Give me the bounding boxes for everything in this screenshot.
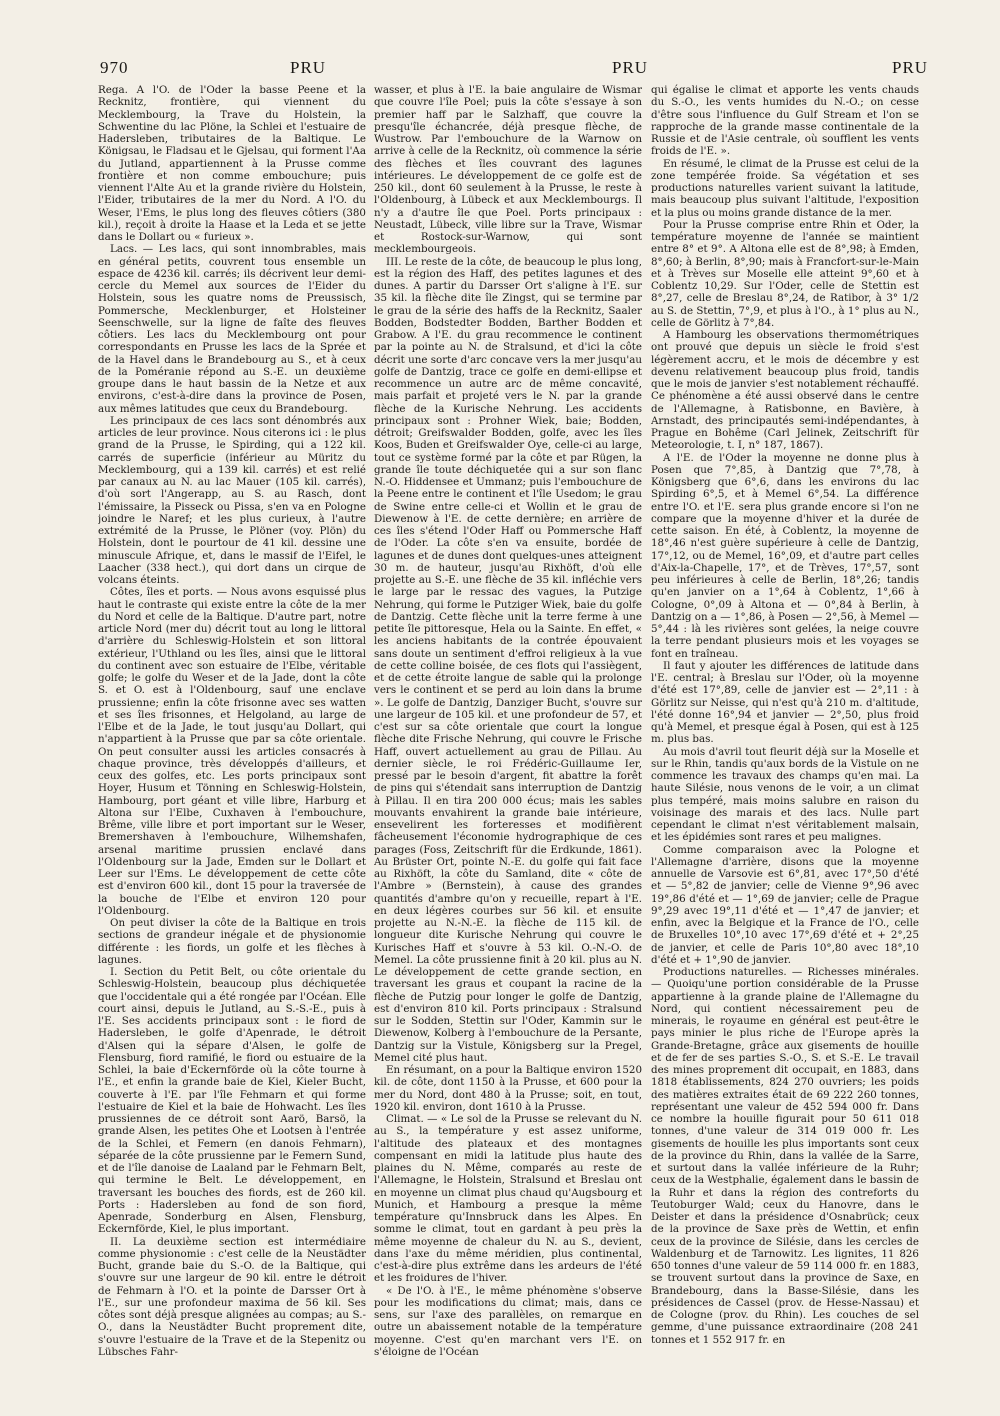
running-head-left: PRU (290, 58, 327, 77)
paragraph: En résumant, on a pour la Baltique environ 1520 kil. de côte, dont 1150 à la Prusse, et 600 pour la mer du Nord, dont 480 à la Prusse; soit, en tout, 1920 kil. environ, dont 1610 à la Prusse. (374, 1064, 642, 1113)
text-column-3 (651, 84, 919, 1364)
page-number: 970 (100, 58, 129, 77)
paragraph: « De l'O. à l'E., le même phénomène s'observe pour les modifications du climat; mais, dans ce sens, sur l'axe des parallèles, on remarque en outre un abaissement notable de la température moyenne. C'est qu'en marchant vers l'E. on s'éloigne de l'Océan (374, 1284, 642, 1358)
paragraph: En résumé, le climat de la Prusse est celui de la zone tempérée froide. Sa végétation et ses productions naturelles varient suivant la latitude, mais beaucoup plus suivant l'altitude, l'exposition et la plus ou moins grande distance de la mer. (651, 157, 919, 219)
text-column-2 (374, 84, 642, 1364)
page-header (100, 58, 929, 86)
paragraph: I. Section du Petit Belt, ou côte orientale du Schleswig-Holstein, beaucoup plus déchiquetée que l'occidentale qui a été rongée par l'Océan. Elle court ainsi, depuis le Jutland, au S.-S.-E., puis à l'E. Ses accidents principaux sont : le fiord de Hadersleben, le golfe d'Apenrade, le détroit d'Alsen qui la sépare d'Alsen, le golfe de Flensburg, fiord ramifié, le fiord ou estuaire de la Schlei, la baie d'Eckernförde où la côte tourne à l'E., et enfin la grande baie de Kiel, Kieler Bucht, couverte à l'E. par l'île Fehmarn et qui forme l'estuaire de Kiel et la baie de Hohwacht. Les îles prussiennes de ce détroit sont Aarö, Barsö, la grande Alsen, les petites Ohe et Lootsen à l'entrée de la Schlei, et Femern (en danois Fehmarn), séparée de la côte prussienne par le Femern Sund, et de l'île danoise de Laaland par le Fehmarn Belt, qui termine le Belt. Le développement, en traversant les bouches des fiords, est de 260 kil. Ports : Hadersleben au fond de son fiord, Apenrade, Sonderburg en Alsen, Flensburg, Eckernförde, Kiel, le plus important. (98, 966, 366, 1236)
paragraph: qui égalise le climat et apporte les vents chauds du S.-O., les vents humides du N.-O.; on cesse d'être sous l'influence du Gulf Stream et l'on se rapproche de la grande masse continentale de la Russie et de l'Asie centrale, où soufflent les vents froids de l'E. ». (651, 84, 919, 158)
paragraph: Productions naturelles. — Richesses minérales. — Quoiqu'une portion considérable de la Prusse appartienne à la grande plaine de l'Allemagne du Nord, qui contient nécessairement peu de minerais, le royaume en général est peut-être le pays minier le plus riche de l'Europe après la Grande-Bretagne, grâce aux gisements de houille et de fer de ses parties S.-O., S. et S.-E. Le travail des mines proprement dit occupait, en 1883, dans 1818 établissements, 824 270 ouvriers; les poids des matières extraites était de 69 222 260 tonnes, représentant une valeur de 452 594 000 fr. Dans ce nombre la houille figurait pour 50 611 018 tonnes, d'une valeur de 314 019 000 fr. Les gisements de houille les plus importants sont ceux de la province du Rhin, dans la vallée de la Sarre, et surtout dans la vallée inférieure de la Ruhr; ceux de la Westphalie, également dans le bassin de la Ruhr et dans la région des contreforts du Teutoburger Wald; ceux du Hanovre, dans le Deister et dans la présidence d'Osnabrück; ceux de la province de Saxe près de Wettin, et enfin ceux de la province de Silésie, dans les cercles de Waldenburg et de Tarnowitz. Les lignites, 11 826 650 tonnes d'une valeur de 59 114 000 fr. en 1883, se trouvent surtout dans la province de Saxe, en Brandebourg, dans la Basse-Silésie, dans les présidences de Cassel (prov. de Hesse-Nassau) et de Cologne (prov. du Rhin). Les couches de sel gemme, d'une puissance extraordinaire (208 241 tonnes et 1 552 917 fr. en (651, 966, 919, 1346)
running-head-right: PRU (892, 58, 929, 77)
paragraph: Au mois d'avril tout fleurit déjà sur la Moselle et sur le Rhin, tandis qu'aux bords de la Vistule on ne commence les travaux des champs qu'en mai. La haute Silésie, nous venons de le voir, a un climat plus tempéré, mais moins salubre en raison du voisinage des marais et des lacs. Nulle part cependant le climat n'est véritablement malsain, et les épidémies sont rares et peu malignes. (651, 745, 919, 844)
paragraph: III. Le reste de la côte, de beaucoup le plus long, est la région des Haff, des petites lagunes et des dunes. A partir du Darsser Ort s'aligne à l'E. sur 35 kil. la flèche dite île Zingst, qui se termine par le grau de la série des haffs de la Recknitz, Saaler Bodden, Bodstedter Bodden, Barther Bodden et Grabow. A l'E. du grau recommence le continent par la pointe au N. de Stralsund, et d'ici la côte décrit une sorte d'arc concave vers la mer jusqu'au golfe de Dantzig, trace ce golfe en demi-ellipse et recommence un autre arc de même concavité, mais parfait et projeté vers le N. par la grande flèche de la Kurische Nehrung. Les accidents principaux sont : Prohner Wiek, baie; Bodden, détroit; Greifswalder Bodden, golfe, avec les îles Koos, Buden et Greifswalder Oye, celle-ci au large, tout ce système formé par la côte et par Rügen, la grande île toute déchiquetée qui a sur son flanc N.-O. Hiddensee et Ummanz; puis l'embouchure de la Peene entre le continent et l'île Usedom; le grau de Swine entre celle-ci et Wollin et le grau de Diewenow à l'E. de cette dernière; en arrière de ces îles s'étend l'Oder Haff ou Pommersche Haff de l'Oder. La côte s'en va ensuite, bordée de lagunes et de dunes dont quelques-unes atteignent 30 m. de hauteur, jusqu'au Rixhöft, d'où elle projette au S.-E. une flèche de 35 kil. infléchie vers le large par le ressac des vagues, la Putzige Nehrung, qui forme le Putziger Wiek, baie du golfe de Dantzig. Cette flèche unit la terre ferme à une petite île pittoresque, Hela ou la Sainte. En effet, « les anciens habitants de la contrée épouvaient sans doute un sentiment d'effroi religieux à la vue de cette colline boisée, de ces flots qui l'assiègent, et de cette étroite langue de sable qui la prolonge vers le continent et se perd au loin dans la brume ». Le golfe de Dantzig, Danziger Bucht, s'ouvre sur une largeur de 105 kil. et une profondeur de 57, et c'est sur sa côte orientale que court la longue flèche dite Frische Nehrung, qui couvre le Frische Haff, ouvert actuellement au grau de Pillau. Au dernier siècle, le roi Frédéric-Guillaume Ier, pressé par le besoin d'argent, fit abattre la forêt de pins qui s'étendait sans interruption de Dantzig à Pillau. Il en tira 200 000 écus; mais les sables mouvants envahirent la grande baie intérieure, ensevelirent les forteresses et modifièrent fâcheusement l'économie hydrographique de ces parages (Foss, Zeitschrift für die Erdkunde, 1861). Au Brüster Ort, pointe N.-E. du golfe qui fait face au Rixhöft, la côte du Samland, dite « côte de l'Ambre » (Bernstein), à cause des grandes quantités d'ambre qu'on y recueille, repart à l'E. en deux légères courbes sur 56 kil. et ensuite projette au N.-N.-E. la flèche de 115 kil. de longueur dite Kurische Nehrung qui couvre le Kurisches Haff et s'ouvre à 53 kil. O.-N.-O. de Memel. La côte prussienne finit à 20 kil. plus au N. Le développement de cette grande section, en traversant les graus et coupant la racine de la flèche de Putzig pour longer le golfe de Dantzig, est d'environ 810 kil. Ports principaux : Stralsund sur le Sodden, Stettin sur l'Oder, Kammin sur le Diewenow, Kolberg à l'embouchure de la Persante, Dantzig sur la Vistule, Königsberg sur la Pregel, Memel cité plus haut. (374, 255, 642, 1064)
paragraph: II. La deuxième section est intermédiaire comme physionomie : c'est celle de la Neustädter Bucht, grande baie du S.-O. de la Baltique, qui s'ouvre sur une largeur de 90 kil. entre le détroit de Fehmarn à l'O. et la pointe de Darsser Ort à l'E., sur une profondeur maxima de 56 kil. Ses côtes sont déjà presque alignées au compas; au S.-O., dans la Neustädter Bucht proprement dite, s'ouvre l'estuaire de la Trave et de la Stepenitz ou Lübsches Fahr- (98, 1235, 366, 1358)
paragraph: Lacs. — Les lacs, qui sont innombrables, mais en général petits, couvrent tous ensemble un espace de 4236 kil. carrés; ils décrivent leur demi-cercle du Memel aux sources de l'Eider du Holstein, sous les quatre noms de Preussisch, Pommersche, Mecklenburger, et Holsteiner Seenschwelle, sur la ligne de faîte des fleuves côtiers. Les lacs du Mecklembourg ont pour correspondants en Prusse les lacs de la Sprée et de la Havel dans le Brandebourg au S., et à ceux de la Poméranie répond au S.-E. un deuxième groupe dans le haut bassin de la Netze et aux environs, c'est-à-dire dans la province de Posen, aux mêmes latitudes que ceux du Brandebourg. (98, 243, 366, 415)
paragraph: Les principaux de ces lacs sont dénombrés aux articles de leur province. Nous citerons ici : le plus grand de la Prusse, le Spirding, qui a 122 kil. carrés de superficie (inférieur au Müritz du Mecklembourg, qui a 139 kil. carrés) et est relié par canaux au N. au lac Mauer (105 kil. carrés), d'où sort l'Angerapp, au S. au Rasch, dont l'émissaire, la Pisseck ou Pissa, s'en va en Pologne joindre le Naref; et les plus curieux, à l'autre extrémité de la Prusse, le Plöner (voy. Plön) du Holstein, dont le pourtour de 41 kil. dessine une minuscule Afrique, et, dans le massif de l'Eifel, le Laacher (338 hect.), qui dort dans un cirque de volcans éteints. (98, 414, 366, 586)
paragraph: On peut diviser la côte de la Baltique en trois sections de grandeur inégale et de physionomie différente : les fiords, un golfe et les flèches à lagunes. (98, 917, 366, 966)
paragraph: A Hambourg les observations thermométriques ont prouvé que depuis un siècle le froid s'est légèrement accru, et le mois de décembre y est devenu relativement beaucoup plus froid, tandis que le mois de janvier s'est notablement réchauffé. Ce phénomène a été aussi observé dans le centre de l'Allemagne, à Ratisbonne, en Bavière, à Arnstadt, des principautés semi-indépendantes, à Prague en Bohême (Carl Jelinek, Zeitschrift für Meteorologie, t. I, n° 187, 1867). (651, 329, 919, 452)
paragraph: Il faut y ajouter les différences de latitude dans l'E. central; à Breslau sur l'Oder, où la moyenne d'été est 17°,89, celle de janvier est — 2°,11 : à Görlitz sur Neisse, qui n'est qu'à 210 m. d'altitude, l'été donne 16°,94 et janvier — 2°,50, plus froid qu'à Memel, et presque égal à Posen, qui est à 125 m. plus bas. (651, 659, 919, 746)
paragraph: Comme comparaison avec la Pologne et l'Allemagne d'arrière, disons que la moyenne annuelle de Varsovie est 6°,81, avec 17°,50 d'été et — 5°,82 de janvier; celle de Vienne 9°,96 avec 19°,86 d'été et — 1°,69 de janvier; celle de Prague 9°,29 avec 19°,11 d'été et — 1°,47 de janvier; et enfin, avec la Belgique et la France de l'O., celle de Bruxelles 10°,10 avec 17°,69 d'été et + 2°,25 de janvier, et celle de Paris 10°,80 avec 18°,10 d'été et + 1°,90 de janvier. (651, 843, 919, 966)
paragraph: wasser, et plus à l'E. la baie angulaire de Wismar que couvre l'île Poel; puis la côte s'essaye à son premier haff par le Salzhaff, que couvre la presqu'île échancrée, déjà presque flèche, de Wustrow. Par l'embouchure de la Warnow on arrive à celle de la Recknitz, où commence la série des flèches et îles couvrant des lagunes intérieures. Le développement de ce golfe est de 250 kil., dont 60 seulement à la Prusse, le reste à l'Oldenbourg, à Lübeck et aux Mecklembourgs. Il n'y a d'autre île que Poel. Ports principaux : Neustadt, Lübeck, ville libre sur la Trave, Wismar et Rostock-sur-Warnow, qui sont mecklembourgeois. (374, 84, 642, 256)
paragraph: Climat. — « Le sol de la Prusse se relevant du N. au S., la température y est assez uniforme, l'altitude des plateaux et des montagnes compensant en midi la latitude plus haute des plaines du N. Même, comparés au reste de l'Allemagne, le Holstein, Stralsund et Breslau ont en moyenne un climat plus chaud qu'Augsbourg et Munich, et Hambourg a presque la même température qu'Innsbruck dans les Alpes. En somme le climat, tout en gardant à peu près la même moyenne de chaleur du N. au S., devient, dans l'axe du même méridien, plus continental, c'est-à-dire plus extrême dans les ardeurs de l'été et les froidures de l'hiver. (374, 1113, 642, 1285)
paragraph: Pour la Prusse comprise entre Rhin et Oder, la température moyenne de l'année se maintient entre 8° et 9°. A Altona elle est de 8°,98; à Emden, 8°,60; à Berlin, 8°,90; mais à Francfort-sur-le-Main et à Trèves sur Moselle elle atteint 9°,60 et à Coblentz 10,29. Sur l'Oder, celle de Stettin est 8°,27, celle de Breslau 8°,24, de Ratibor, à 3° 1/2 au S. de Stettin, 7°,9, et plus à l'O., à 1° plus au N., celle de Görlitz à 7°,84. (651, 218, 919, 329)
running-head-center: PRU (612, 58, 649, 77)
paragraph: Rega. A l'O. de l'Oder la basse Peene et la Recknitz, frontière, qui viennent du Mecklembourg, la Trave du Holstein, la Schwentine du lac Plöne, la Schlei et l'estuaire de Hadersleben, tributaires de la Baltique. Le Königsau, le Fladsau et le Gjelsau, qui forment l'Aa du Jutland, appartiennent à la Prusse comme frontière et non comme embouchure; puis viennent l'Alte Au et la grande rivière du Holstein, l'Eider, tributaires de la mer du Nord. A l'O. du Weser, l'Ems, le plus long des fleuves côtiers (380 kil.), reçoit à droite la Haase et la Leda et se jette dans le Dollart ou « furieux ». (98, 84, 366, 243)
text-column-1 (98, 84, 366, 1364)
paragraph: Côtes, îles et ports. — Nous avons esquissé plus haut le contraste qui existe entre la côte de la mer du Nord et celle de la Baltique. D'autre part, notre article Nord (mer du) décrit tout au long le littoral d'arrière du Schleswig-Holstein et son littoral extérieur, l'Uthland ou les îles, ainsi que le littoral du continent avec son estuaire de l'Elbe, véritable golfe; le golfe du Weser et de la Jade, dont la côte S. et O. est à l'Oldenbourg, sauf une enclave prussienne; enfin la côte frisonne avec ses watten et ses îles frisonnes, et Helgoland, au large de l'Elbe et de la Jade, le tout jusqu'au Dollart, qui n'appartient à la Prusse que par sa côte orientale. On peut consulter aussi les articles consacrés à chaque province, très développés d'ailleurs, et ceux des golfes, etc. Les ports principaux sont Hoyer, Husum et Tönning en Schleswig-Holstein, Hambourg, port géant et ville libre, Harburg et Altona sur l'Elbe, Cuxhaven à l'embouchure, Brême, ville libre et port important sur le Weser, Bremershaven à l'embouchure, Wilhemshafen, arsenal maritime prussien enclavé dans l'Oldenbourg sur la Jade, Emden sur le Dollart et Leer sur l'Ems. Le développement de cette côte est d'environ 600 kil., dont 15 pour la traversée de la bouche de l'Elbe et environ 120 pour l'Oldenbourg. (98, 586, 366, 917)
paragraph: A l'E. de l'Oder la moyenne ne donne plus à Posen que 7°,85, à Dantzig que 7°,78, à Königsberg que 6°,6, dans les environs du lac Spirding 6°,5, et à Memel 6°,54. La différence entre l'O. et l'E. sera plus grande encore si l'on ne compare que la moyenne d'hiver et la durée de cette saison. En été, à Coblentz, la moyenne de 18°,46 n'est guère supérieure à celle de Dantzig, 17°,12, ou de Memel, 16°,09, et d'autre part celles d'Aix-la-Chapelle, 17°, et de Trèves, 17°,57, sont peu inférieures à celle de Berlin, 18°,26; tandis qu'en janvier on a 1°,64 à Coblentz, 1°,66 à Cologne, 0°,09 à Altona et — 0°,84 à Berlin, à Dantzig on a — 1°,86, à Posen — 2°,56, à Memel — 5°,44 : là les rivières sont gelées, la neige couvre la terre pendant plusieurs mois et les voyages se font en traîneau. (651, 451, 919, 660)
